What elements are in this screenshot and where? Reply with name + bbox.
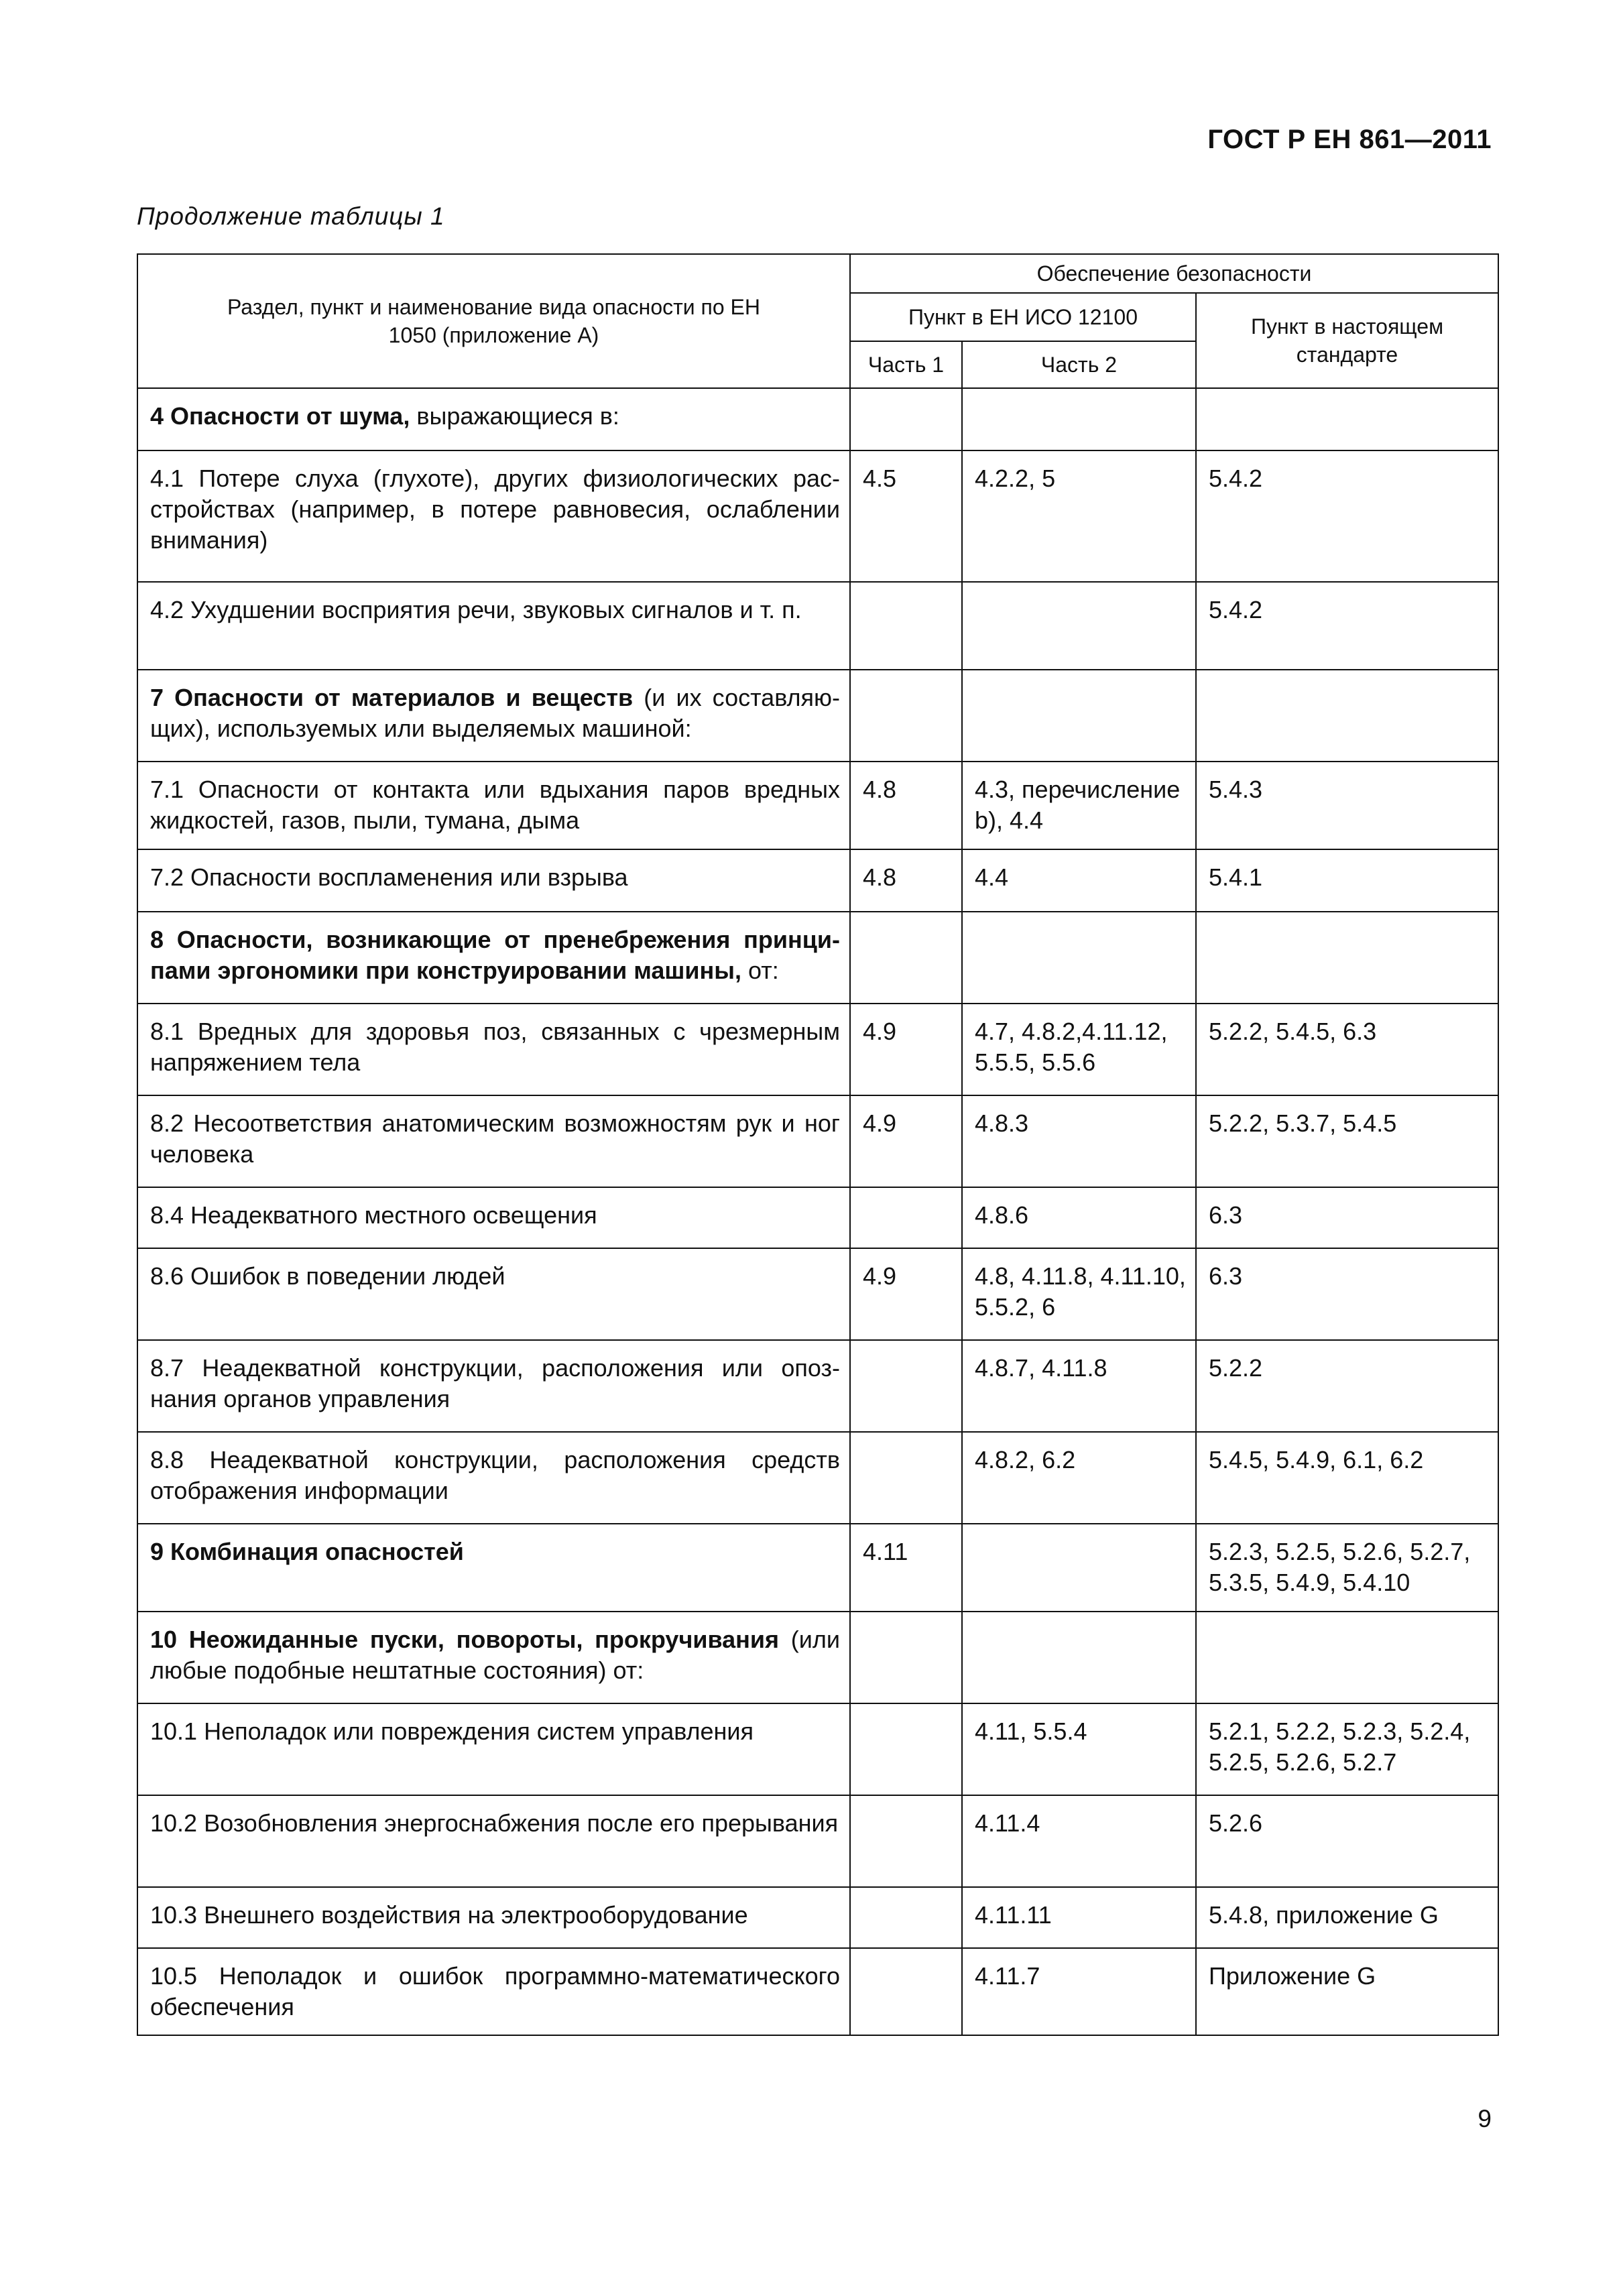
hazard-cell: [137, 670, 850, 762]
hazard-text: 4.1 Потере слуха (глухоте), других физиологических расстройствах (например, в потере равновесия, ослаблении внимания): [150, 465, 840, 554]
hazard-cell: [137, 1612, 850, 1703]
part2-clause-cell: 4.4: [962, 849, 1196, 912]
table-row: [137, 762, 1498, 849]
part2-clause-cell: 4.8.6: [962, 1187, 1196, 1248]
hazard-text: 8.7 Неадекватной конструкции, расположения или опознания органов управления: [150, 1354, 840, 1412]
hazard-group-title: 10 Неожиданные пуски, повороты, прокручивания: [150, 1626, 780, 1653]
standard-clause-cell: [1196, 670, 1498, 762]
hazard-text: 8.1 Вредных для здоровья поз, связанных с чрезмерным напряжением тела: [150, 1018, 840, 1076]
hazard-group-title: 7 Опасности от материалов и веществ: [150, 684, 634, 711]
table-row: [137, 1948, 1498, 2035]
hazard-cell: [137, 1795, 850, 1887]
table-row: [137, 1004, 1498, 1095]
part2-clause-cell: 4.7, 4.8.2,4.11.12, 5.5.5, 5.5.6: [962, 1004, 1196, 1095]
table-row: [137, 388, 1498, 450]
hazard-text: от:: [741, 957, 779, 984]
hazard-text: выражающиеся в:: [410, 402, 619, 430]
hazard-cell: [137, 1095, 850, 1187]
table-row: [137, 849, 1498, 912]
part1-clause-cell: [850, 1948, 962, 2035]
table-body: [137, 388, 1498, 2035]
part1-clause-cell: 4.9: [850, 1004, 962, 1095]
hazard-cell: [137, 1004, 850, 1095]
part2-clause-cell: 4.8, 4.11.8, 4.11.10, 5.5.2, 6: [962, 1248, 1196, 1340]
hazard-cell: [137, 1948, 850, 2035]
hazard-text: 8.4 Неадекватного местного освещения: [150, 1201, 597, 1229]
standard-clause-cell: 6.3: [1196, 1248, 1498, 1340]
standard-clause-cell: 5.2.1, 5.2.2, 5.2.3, 5.2.4, 5.2.5, 5.2.6, 5.2.7: [1196, 1703, 1498, 1795]
table-row: [137, 1248, 1498, 1340]
part2-clause-cell: [962, 1612, 1196, 1703]
part1-clause-cell: [850, 1187, 962, 1248]
table-row: [137, 1703, 1498, 1795]
standard-clause-cell: 5.4.2: [1196, 582, 1498, 670]
part1-clause-cell: [850, 1340, 962, 1432]
part2-clause-cell: 4.2.2, 5: [962, 450, 1196, 582]
standard-clause-cell: [1196, 1612, 1498, 1703]
standard-clause-cell: 5.4.2: [1196, 450, 1498, 582]
table-row: [137, 1612, 1498, 1703]
standard-clause-cell: 5.4.1: [1196, 849, 1498, 912]
hazard-cell: [137, 912, 850, 1004]
part1-clause-cell: [850, 1703, 962, 1795]
part2-clause-cell: [962, 670, 1196, 762]
hazard-text: 7.1 Опасности от контакта или вдыхания паров вредных жидкостей, газов, пыли, тумана, дыма: [150, 776, 840, 834]
table-row: [137, 1095, 1498, 1187]
hazard-cell: [137, 1187, 850, 1248]
part2-clause-cell: 4.11, 5.5.4: [962, 1703, 1196, 1795]
part1-clause-cell: 4.8: [850, 762, 962, 849]
table-row: [137, 450, 1498, 582]
hazard-cell: [137, 1432, 850, 1524]
table-row: [137, 1432, 1498, 1524]
hazard-group-title: 9 Комбинация опасностей: [150, 1538, 464, 1565]
standard-clause-cell: 5.2.2, 5.3.7, 5.4.5: [1196, 1095, 1498, 1187]
table-caption: Продолжение таблицы 1: [137, 202, 445, 230]
standard-clause-cell: [1196, 388, 1498, 450]
hazard-text: (и их составляющих), используемых или выделяемых машиной:: [150, 684, 841, 742]
hazard-text: 8.2 Несоответствия анатомическим возможностям рук и ног человека: [150, 1109, 840, 1168]
hazard-cell: [137, 1340, 850, 1432]
hazard-text: 10.1 Неполадок или повреждения систем управления: [150, 1717, 754, 1745]
hazard-cell: [137, 762, 850, 849]
part2-clause-cell: 4.8.3: [962, 1095, 1196, 1187]
part1-clause-cell: 4.11: [850, 1524, 962, 1612]
part2-clause-cell: [962, 1524, 1196, 1612]
part1-clause-cell: 4.8: [850, 849, 962, 912]
table-row: [137, 912, 1498, 1004]
part2-clause-cell: 4.11.11: [962, 1887, 1196, 1948]
hazard-group-title: 8 Опасности, возникающие от пренебрежения принципами эргономики при конструировании машины,: [150, 926, 840, 984]
hazard-cell: [137, 849, 850, 912]
part1-clause-cell: [850, 1432, 962, 1524]
standard-clause-cell: 5.2.2, 5.4.5, 6.3: [1196, 1004, 1498, 1095]
part1-clause-cell: [850, 388, 962, 450]
part1-clause-cell: [850, 1612, 962, 1703]
part1-clause-cell: [850, 1887, 962, 1948]
part1-clause-cell: 4.5: [850, 450, 962, 582]
hazard-text: 10.5 Неполадок и ошибок программно-математического обеспечения: [150, 1962, 840, 2020]
hazard-cell: [137, 582, 850, 670]
table-row: [137, 582, 1498, 670]
table-row: [137, 1340, 1498, 1432]
header-iso-clause: Пункт в ЕН ИСО 12100: [850, 293, 1196, 341]
header-part-1: Часть 1: [850, 341, 962, 388]
hazard-text: 10.3 Внешнего воздействия на электрооборудование: [150, 1901, 748, 1929]
part2-clause-cell: 4.11.4: [962, 1795, 1196, 1887]
standard-clause-cell: 5.4.3: [1196, 762, 1498, 849]
table-row: [137, 670, 1498, 762]
hazard-cell: [137, 450, 850, 582]
hazard-text: (или любые подобные нештатные состояния) от:: [150, 1626, 840, 1684]
hazard-cell: [137, 1524, 850, 1612]
document-code: ГОСТ Р ЕН 861—2011: [1207, 125, 1492, 154]
part2-clause-cell: [962, 912, 1196, 1004]
part1-clause-cell: [850, 670, 962, 762]
hazard-cell: [137, 1887, 850, 1948]
header-hazard-column: Раздел, пункт и наименование вида опасности по ЕН 1050 (приложение А): [137, 254, 850, 388]
hazard-text: 8.6 Ошибок в поведении людей: [150, 1262, 505, 1290]
hazard-cell: [137, 388, 850, 450]
hazard-group-title: 4 Опасности от шума,: [150, 402, 410, 430]
hazard-cell: [137, 1703, 850, 1795]
hazard-text: 8.8 Неадекватной конструкции, расположения средств отображения информации: [150, 1446, 840, 1504]
part2-clause-cell: 4.11.7: [962, 1948, 1196, 2035]
hazard-text: 4.2 Ухудшении восприятия речи, звуковых сигналов и т. п.: [150, 596, 802, 623]
table-row: [137, 1187, 1498, 1248]
part2-clause-cell: [962, 388, 1196, 450]
hazard-text: 10.2 Возобновления энергоснабжения после его прерывания: [150, 1809, 839, 1837]
part1-clause-cell: 4.9: [850, 1095, 962, 1187]
standard-clause-cell: 5.4.5, 5.4.9, 6.1, 6.2: [1196, 1432, 1498, 1524]
part1-clause-cell: [850, 582, 962, 670]
standard-clause-cell: 5.2.2: [1196, 1340, 1498, 1432]
hazard-cell: [137, 1248, 850, 1340]
hazard-table: [137, 253, 1499, 2036]
table-row: [137, 1524, 1498, 1612]
standard-clause-cell: 5.4.8, приложение G: [1196, 1887, 1498, 1948]
standard-clause-cell: 5.2.3, 5.2.5, 5.2.6, 5.2.7, 5.3.5, 5.4.9, 5.4.10: [1196, 1524, 1498, 1612]
header-this-standard: Пункт в настоящем стандарте: [1196, 293, 1498, 388]
standard-clause-cell: 5.2.6: [1196, 1795, 1498, 1887]
part2-clause-cell: 4.8.7, 4.11.8: [962, 1340, 1196, 1432]
page-number: 9: [1478, 2105, 1492, 2132]
hazard-text: 7.2 Опасности воспламенения или взрыва: [150, 863, 628, 891]
table-row: [137, 1795, 1498, 1887]
part1-clause-cell: [850, 1795, 962, 1887]
standard-clause-cell: 6.3: [1196, 1187, 1498, 1248]
part1-clause-cell: 4.9: [850, 1248, 962, 1340]
part2-clause-cell: 4.8.2, 6.2: [962, 1432, 1196, 1524]
header-part-2: Часть 2: [962, 341, 1196, 388]
part2-clause-cell: 4.3, перечисление b), 4.4: [962, 762, 1196, 849]
part1-clause-cell: [850, 912, 962, 1004]
standard-clause-cell: Приложение G: [1196, 1948, 1498, 2035]
header-safety: Обеспечение безопасности: [850, 254, 1498, 293]
table-row: [137, 1887, 1498, 1948]
standard-clause-cell: [1196, 912, 1498, 1004]
part2-clause-cell: [962, 582, 1196, 670]
